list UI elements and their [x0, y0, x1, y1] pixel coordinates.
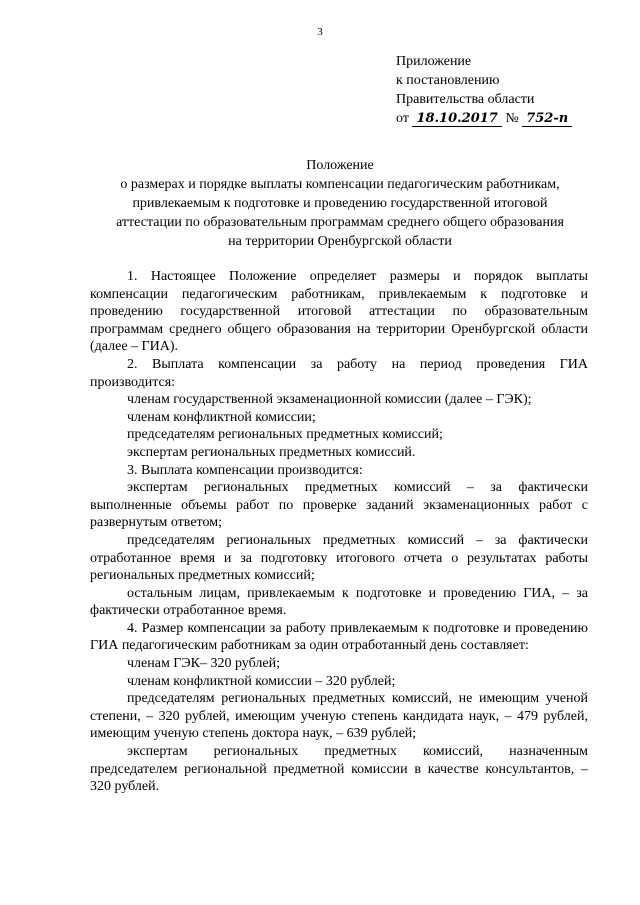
document-body	[90, 268, 588, 796]
title-line-4: на территории Оренбургской области	[228, 234, 452, 249]
list-item: остальным лицам, привлекаемым к подготовке и проведению ГИА, – за фактически отработанное время.	[90, 585, 588, 619]
appendix-line-3: Правительства области	[396, 92, 535, 107]
list-item: членам ГЭК– 320 рублей;	[127, 656, 280, 672]
page-number: 3	[317, 26, 323, 38]
list-item: председателям региональных предметных комиссий;	[127, 427, 443, 443]
appendix-from-label: от	[396, 111, 409, 126]
list-item: председателям региональных предметных комиссий – за фактически отработанное время и за подготовку итогового отчета о результатах работы региональных предметных комиссий;	[90, 532, 588, 584]
list-item: членам конфликтной комиссии – 320 рублей;	[127, 673, 396, 689]
title-line-2: привлекаемым к подготовке и проведению государственной итоговой	[132, 196, 548, 211]
list-item: членам конфликтной комиссии;	[127, 409, 316, 425]
list-item: членам государственной экзаменационной комиссии (далее – ГЭК);	[127, 392, 532, 408]
list-item: председателям региональных предметных комиссий, не имеющим ученой степени, – 320 рублей, имеющим ученую степень кандидата наук, – 479 рублей, имеющим ученую степень доктора наук, – 639 рублей;	[90, 691, 588, 742]
title-heading: Положение	[306, 158, 374, 173]
handwritten-number: 752-п	[522, 111, 572, 127]
appendix-line-2: к постановлению	[396, 73, 500, 88]
document-title	[100, 156, 580, 251]
paragraph-2: 2. Выплата компенсации за работу на период проведения ГИА производится:	[90, 356, 588, 390]
paragraph-3: 3. Выплата компенсации производится:	[127, 462, 363, 478]
handwritten-date: 18.10.2017	[412, 111, 501, 127]
appendix-number-sign: №	[505, 111, 519, 126]
list-item: экспертам региональных предметных комиссий – за фактически выполненные объемы работ по проверке заданий экзаменационных работ с развернутым ответом;	[90, 480, 588, 531]
appendix-block	[396, 52, 626, 128]
list-item: экспертам региональных предметных комиссий.	[127, 444, 416, 460]
appendix-line-1: Приложение	[396, 54, 472, 69]
title-line-3: аттестации по образовательным программам среднего общего образования	[116, 215, 564, 230]
paragraph-4: 4. Размер компенсации за работу привлекаемым к подготовке и проведению ГИА педагогическим работникам за один отработанный день составляет:	[90, 620, 588, 654]
list-item: экспертам региональных предметных комиссий, назначенным председателем региональной предметной комиссии в качестве консультантов, – 320 рублей.	[90, 744, 588, 795]
appendix-date-line	[396, 109, 626, 128]
title-line-1: о размерах и порядке выплаты компенсации педагогическим работникам,	[120, 177, 560, 192]
paragraph-1: 1. Настоящее Положение определяет размеры и порядок выплаты компенсации педагогическим работникам, привлекаемым к подготовке и проведению государственной итоговой аттестации по образовательным программам среднего общего образования на территории Оренбургской области (далее – ГИА).	[90, 269, 588, 355]
